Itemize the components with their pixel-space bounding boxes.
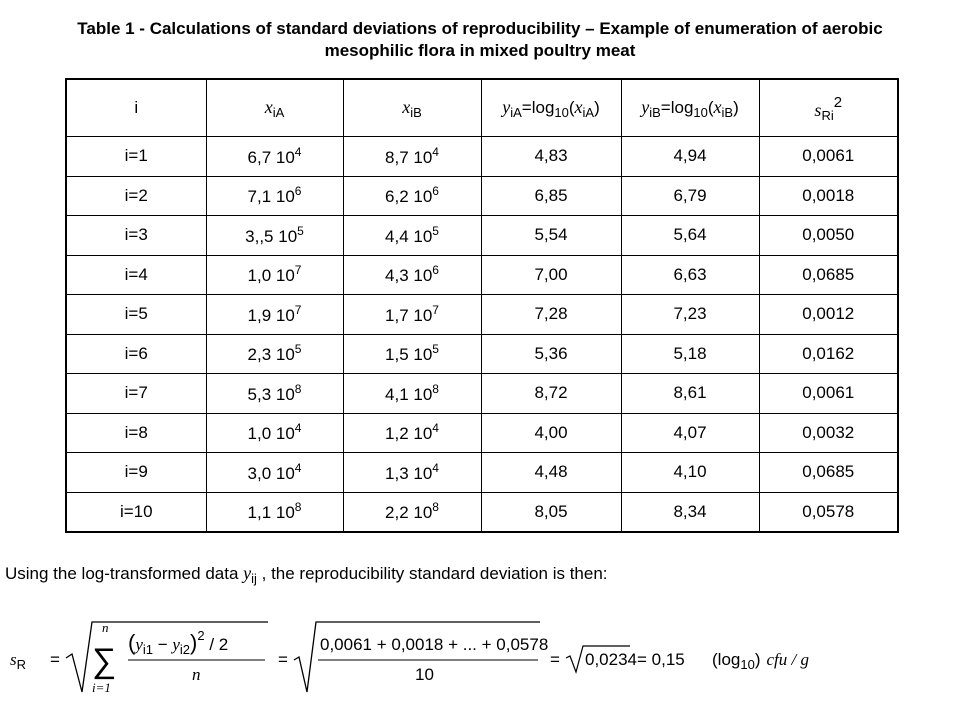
formula-graphic (10, 610, 910, 705)
cell-i: i=5 (66, 295, 206, 335)
cell-xiB: 2,2 $10^8$ (343, 492, 481, 532)
table-row (66, 413, 898, 453)
sum-top: n (102, 620, 109, 635)
root-value: 0,0234 (585, 650, 637, 669)
cell-sRi2: 0,0018 (759, 176, 898, 216)
cell-xiB: 4,4 $10^5$ (343, 216, 481, 256)
cell-xiB: 8,7 $10^4$ (343, 137, 481, 177)
cell-yiA: 5,36 (481, 334, 621, 374)
cell-yiA: 7,28 (481, 295, 621, 335)
table-row (66, 137, 898, 177)
cell-sRi2: 0,0685 (759, 453, 898, 493)
cell-i: i=8 (66, 413, 206, 453)
cell-i: i=6 (66, 334, 206, 374)
table-row (66, 492, 898, 532)
table-row (66, 255, 898, 295)
table-row (66, 176, 898, 216)
cell-sRi2: 0,0578 (759, 492, 898, 532)
cell-yiA: 4,83 (481, 137, 621, 177)
cell-yiA: 5,54 (481, 216, 621, 256)
cell-xiA: 1,0 $10^7$ (206, 255, 343, 295)
cell-xiA: 3,0 $10^4$ (206, 453, 343, 493)
cell-yiB: 4,07 (621, 413, 759, 453)
fraction-2-denominator: 10 (415, 665, 434, 684)
cell-yiA: 8,05 (481, 492, 621, 532)
fraction-2-numerator: 0,0061 + 0,0018 + ... + 0,0578 (320, 635, 549, 654)
cell-xiA: 2,3 $10^5$ (206, 334, 343, 374)
formula-eq-2: = (278, 650, 288, 669)
cell-i: i=10 (66, 492, 206, 532)
cell-yiB: 8,61 (621, 374, 759, 414)
cell-xiA: 1,9 $10^7$ (206, 295, 343, 335)
cell-i: i=3 (66, 216, 206, 256)
formula-lhs: $s_R$ (10, 650, 27, 672)
cell-yiB: 6,79 (621, 176, 759, 216)
cell-xiA: 6,7 $10^4$ (206, 137, 343, 177)
cell-i: i=1 (66, 137, 206, 177)
cell-sRi2: 0,0685 (759, 255, 898, 295)
cell-i: i=7 (66, 374, 206, 414)
cell-yiA: 7,00 (481, 255, 621, 295)
cell-i: i=4 (66, 255, 206, 295)
cell-yiB: 5,18 (621, 334, 759, 374)
data-table (65, 78, 899, 533)
cell-xiA: 1,0 $10^4$ (206, 413, 343, 453)
cell-sRi2: 0,0061 (759, 137, 898, 177)
cell-yiA: 8,72 (481, 374, 621, 414)
cell-xiB: 1,5 $10^5$ (343, 334, 481, 374)
cell-yiA: 6,85 (481, 176, 621, 216)
cell-xiB: 4,1 $10^8$ (343, 374, 481, 414)
title-line-2: mesophilic flora in mixed poultry meat (324, 41, 636, 60)
header-yiA: $y_{iA}=\log_{10}(x_{iA})$ (481, 79, 621, 137)
cell-i: i=9 (66, 453, 206, 493)
header-i: i (66, 79, 206, 137)
table-title (0, 18, 960, 62)
sum-sign: ∑ (92, 642, 117, 680)
header-xiB: $x_{iB}$ (343, 79, 481, 137)
reproducibility-formula (10, 610, 910, 705)
table-row (66, 374, 898, 414)
cell-xiA: 1,1 $10^8$ (206, 492, 343, 532)
table-row (66, 453, 898, 493)
cell-sRi2: 0,0032 (759, 413, 898, 453)
cell-yiB: 4,10 (621, 453, 759, 493)
cell-xiA: 3,,5 $10^5$ (206, 216, 343, 256)
cell-yiB: 4,94 (621, 137, 759, 177)
cell-xiB: 4,3 $10^6$ (343, 255, 481, 295)
cell-xiA: 7,1 $10^6$ (206, 176, 343, 216)
header-sRi2: $s_{Ri}2$ (759, 79, 898, 137)
cell-sRi2: 0,0012 (759, 295, 898, 335)
header-yiB: $y_{iB}=\log_{10}(x_{iB})$ (621, 79, 759, 137)
table-row (66, 216, 898, 256)
cell-xiA: 5,3 $10^8$ (206, 374, 343, 414)
result-value: = 0,15 (637, 650, 685, 669)
cell-yiB: 6,63 (621, 255, 759, 295)
cell-xiB: 1,3 $10^4$ (343, 453, 481, 493)
cell-yiA: 4,00 (481, 413, 621, 453)
fraction-1-numerator: $(y_{i1} - y_{i2})^2 / 2$ (128, 628, 229, 657)
cell-xiB: 1,2 $10^4$ (343, 413, 481, 453)
cell-sRi2: 0,0050 (759, 216, 898, 256)
result-unit: $(\log_{10})$ cfu / g (712, 650, 809, 672)
fraction-1-denominator: n (192, 665, 201, 684)
title-line-1: Table 1 - Calculations of standard deviations of reproducibility – Example of enumeration of aerobic (77, 19, 883, 38)
cell-yiA: 4,48 (481, 453, 621, 493)
formula-eq-3: = (550, 650, 560, 669)
table-row (66, 334, 898, 374)
sum-bottom: i=1 (92, 680, 111, 695)
cell-xiB: 6,2 $10^6$ (343, 176, 481, 216)
cell-i: i=2 (66, 176, 206, 216)
cell-yiB: 7,23 (621, 295, 759, 335)
cell-sRi2: 0,0061 (759, 374, 898, 414)
header-xiA: $x_{iA}$ (206, 79, 343, 137)
formula-eq-1: = (50, 650, 60, 669)
cell-xiB: 1,7 $10^7$ (343, 295, 481, 335)
explanation-text: Using the log-transformed data $y_{ij}$ , the reproducibility standard deviation is then: (5, 563, 608, 586)
cell-sRi2: 0,0162 (759, 334, 898, 374)
header-row (66, 79, 898, 137)
cell-yiB: 5,64 (621, 216, 759, 256)
table-row (66, 295, 898, 335)
cell-yiB: 8,34 (621, 492, 759, 532)
